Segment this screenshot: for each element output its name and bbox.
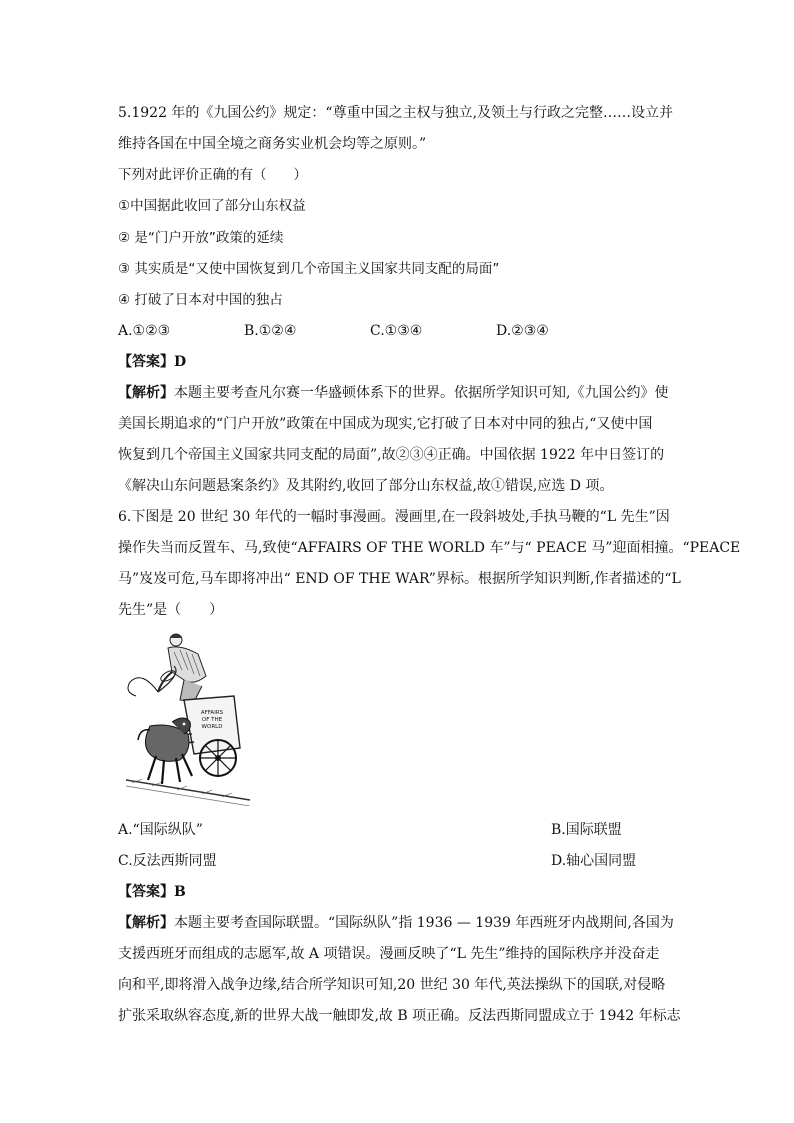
q5-option-a: A.①②③	[118, 323, 171, 339]
q5-analysis-line-4: 《解决山东问题悬案条约》及其附约,收回了部分山东权益,故①错误,应选 D 项。	[118, 478, 614, 494]
q6-analysis-line-4: 扩张采取纵容态度,新的世界大战一触即发,故 B 项正确。反法西斯同盟成立于 1942 年标志	[118, 1008, 681, 1024]
q6-stem-line-1: 6.下图是 20 世纪 30 年代的一幅时事漫画。漫画里,在一段斜坡处,手执马鞭的“L 先生”因	[118, 509, 670, 525]
q6-stem-line-2: 操作失当而反置车、马,致使“AFFAIRS OF THE WORLD 车”与“ PEACE 马”迎面相撞。“PEACE	[118, 540, 741, 556]
cart-label-line-3: WORLD	[201, 724, 223, 730]
political-cartoon-image	[122, 630, 254, 806]
q5-item-1: ①中国据此收回了部分山东权益	[118, 198, 306, 214]
q6-analysis-line-1: 【解析】本题主要考查国际联盟。“国际纵队”指 1936 — 1939 年西班牙内战期间,各国为	[118, 915, 674, 931]
cart-label-line-2: OF THE	[201, 717, 223, 723]
q6-analysis-label: 【解析】	[118, 915, 174, 931]
q6-stem-line-3: 马”岌岌可危,马车即将冲出“ END OF THE WAR”界标。根据所学知识判断,作者描述的“L	[118, 571, 681, 587]
q6-stem-line-4: 先生”是（ ）	[118, 602, 224, 618]
cart-label-line-1: AFFAIRS	[200, 710, 224, 716]
q5-stem-line-2: 维持各国在中国全境之商务实业机会均等之原则。”	[118, 136, 427, 152]
q6-option-c: C.反法西斯同盟	[118, 853, 217, 869]
q6-option-b: B.国际联盟	[551, 822, 622, 838]
q6-analysis-line-3: 向和平,即将滑入战争边缘,结合所学知识可知,20 世纪 30 年代,英法操纵下的国联,对侵略	[118, 977, 666, 993]
q5-stem-line-1: 5.1922 年的《九国公约》规定：“尊重中国之主权与独立,及领土与行政之完整……设立并	[118, 105, 674, 121]
q6-option-a: A.“国际纵队”	[118, 822, 203, 838]
q5-option-d: D.②③④	[496, 323, 549, 339]
q5-analysis-label: 【解析】	[118, 385, 174, 401]
q5-prompt: 下列对此评价正确的有（ ）	[118, 167, 307, 183]
q6-option-d: D.轴心国同盟	[551, 853, 637, 869]
q5-item-4: ④ 打破了日本对中国的独占	[118, 292, 283, 308]
q5-analysis-line-3: 恢复到几个帝国主义国家共同支配的局面”,故②③④正确。中国依据 1922 年中日签订的	[118, 447, 665, 463]
q5-answer: 【答案】D	[118, 354, 187, 370]
q5-item-2: ② 是“门户开放”政策的延续	[118, 230, 284, 246]
q5-item-3: ③ 其实质是“又使中国恢复到几个帝国主义国家共同支配的局面”	[118, 261, 500, 277]
q6-answer: 【答案】B	[118, 884, 186, 900]
q5-analysis-line-2: 美国长期追求的“门户开放”政策在中国成为现实,它打破了日本对中同的独占,“又使中国	[118, 416, 653, 432]
q6-analysis-line-2: 支援西班牙而组成的志愿军,故 A 项错误。漫画反映了“L 先生”维持的国际秩序并没奋走	[118, 946, 660, 962]
q5-option-b: B.①②④	[244, 323, 297, 339]
q5-analysis-line-1: 【解析】本题主要考查凡尔赛一华盛顿体系下的世界。依据所学知识可知,《九国公约》使	[118, 385, 669, 401]
q5-option-c: C.①③④	[370, 323, 423, 339]
